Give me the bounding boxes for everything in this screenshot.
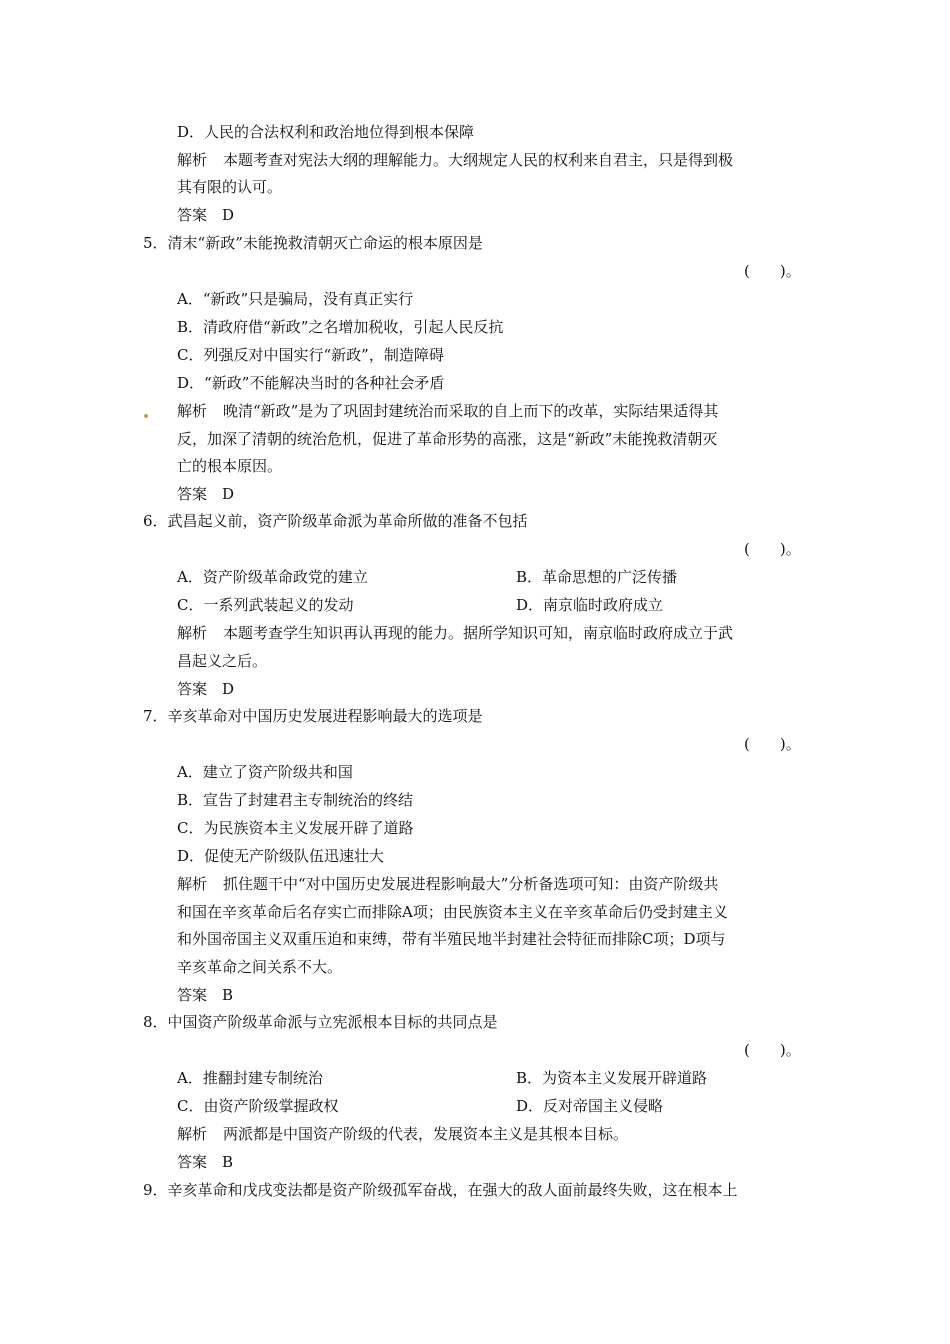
q6-option-d: D．南京临时政府成立 (516, 596, 664, 614)
q6-analysis-line-1 (177, 623, 733, 643)
q7-analysis-line-3: 和外国帝国主义双重压迫和束缚，带有半殖民地半封建社会特征而排除C项；D项与 (177, 930, 726, 948)
q4-answer: 答案 D (177, 206, 235, 224)
q4-analysis-line-1 (177, 150, 733, 170)
q5-answer: 答案 D (177, 485, 235, 503)
analysis-label: 解析 (177, 1125, 208, 1143)
q5-answer-paren: ( )。 (744, 262, 801, 280)
analysis-label: 解析 (177, 151, 208, 169)
q9-stem: 9．辛亥革命和戊戌变法都是资产阶级孤军奋战，在强大的敌人面前最终失败，这在根本上 (143, 1181, 738, 1199)
q6-answer-paren: ( )。 (744, 540, 801, 558)
q5-option-d: D．“新政”不能解决当时的各种社会矛盾 (177, 374, 445, 392)
analysis-text: 本题考查对宪法大纲的理解能力。大纲规定人民的权利来自君主，只是得到极 (223, 151, 734, 169)
q5-analysis-line-2: 反，加深了清朝的统治危机，促进了革命形势的高涨，这是“新政”未能挽救清朝灭 (177, 430, 718, 448)
q7-analysis-line-1 (177, 874, 718, 894)
q8-option-c: C．由资产阶级掌握政权 (177, 1097, 339, 1115)
analysis-label: 解析 (177, 875, 208, 893)
q7-option-c: C．为民族资本主义发展开辟了道路 (177, 819, 414, 837)
q5-option-b: B．清政府借“新政”之名增加税收，引起人民反抗 (177, 318, 504, 336)
margin-dot (144, 414, 148, 418)
q8-option-d: D．反对帝国主义侵略 (516, 1097, 664, 1115)
q8-analysis-line-1 (177, 1124, 628, 1144)
q5-option-a: A．“新政”只是骗局，没有真正实行 (177, 290, 414, 308)
q7-answer-paren: ( )。 (744, 735, 801, 753)
q5-analysis-line-1 (177, 401, 718, 421)
q6-stem: 6．武昌起义前，资产阶级革命派为革命所做的准备不包括 (143, 512, 528, 530)
analysis-text: 抓住题干中“对中国历史发展进程影响最大”分析备选项可知：由资产阶级共 (223, 875, 719, 893)
q8-answer-paren: ( )。 (744, 1041, 801, 1059)
q7-stem: 7．辛亥革命对中国历史发展进程影响最大的选项是 (143, 707, 483, 725)
q8-option-a: A．推翻封建专制统治 (177, 1069, 323, 1087)
analysis-text: 晚清“新政”是为了巩固封建统治而采取的自上而下的改革，实际结果适得其 (223, 402, 719, 420)
q8-answer: 答案 B (177, 1153, 234, 1171)
q4-analysis-line-2: 其有限的认可。 (177, 178, 283, 196)
q7-analysis-line-2: 和国在辛亥革命后名存实亡而排除A项；由民族资本主义在辛亥革命后仍受封建主义 (177, 903, 728, 921)
q6-answer: 答案 D (177, 680, 235, 698)
q5-analysis-line-3: 亡的根本原因。 (177, 457, 283, 475)
q5-option-c: C．列强反对中国实行“新政”，制造障碍 (177, 346, 444, 364)
q7-option-b: B．宣告了封建君主专制统治的终结 (177, 791, 414, 809)
q8-stem: 8．中国资产阶级革命派与立宪派根本目标的共同点是 (143, 1013, 498, 1031)
q5-stem: 5．清末“新政”未能挽救清朝灭亡命运的根本原因是 (143, 234, 483, 252)
q6-option-a: A．资产阶级革命政党的建立 (177, 568, 368, 586)
analysis-text: 两派都是中国资产阶级的代表，发展资本主义是其根本目标。 (223, 1125, 629, 1143)
q6-option-c: C．一系列武装起义的发动 (177, 596, 354, 614)
q4-option-d: D．人民的合法权利和政治地位得到根本保障 (177, 123, 475, 141)
analysis-label: 解析 (177, 402, 208, 420)
q6-analysis-line-2: 昌起义之后。 (177, 652, 268, 670)
q8-option-b: B．为资本主义发展开辟道路 (516, 1069, 708, 1087)
q6-option-b: B．革命思想的广泛传播 (516, 568, 678, 586)
q7-answer: 答案 B (177, 986, 234, 1004)
q7-option-a: A．建立了资产阶级共和国 (177, 763, 353, 781)
q7-option-d: D．促使无产阶级队伍迅速壮大 (177, 847, 385, 865)
analysis-text: 本题考查学生知识再认再现的能力。据所学知识可知，南京临时政府成立于武 (223, 624, 734, 642)
q7-analysis-line-4: 辛亥革命之间关系不大。 (177, 958, 343, 976)
analysis-label: 解析 (177, 624, 208, 642)
